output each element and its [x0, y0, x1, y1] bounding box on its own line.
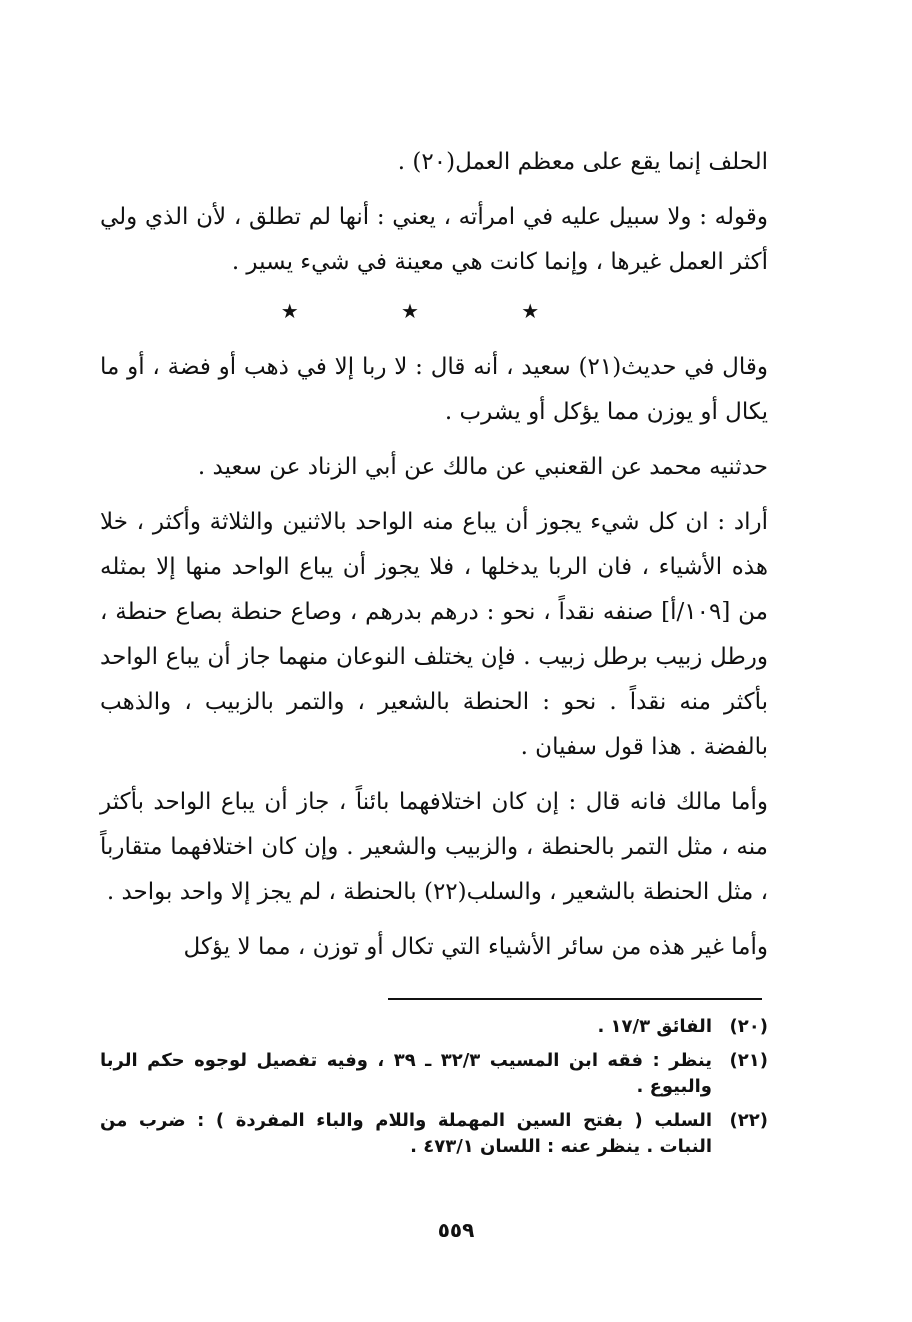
footnote-divider [388, 998, 762, 1000]
footnote-text: السلب ( بفتح السين المهملة واللام والباء المفردة ) : ضرب من النبات . ينظر عنه : اللسان ٤٧٣/١ . [100, 1110, 712, 1157]
paragraph-hadith: وقال في حديث(٢١) سعيد ، أنه قال : لا ربا إلا في ذهب أو فضة ، أو ما يكال أو يوزن مما يؤكل أو يشرب . [100, 354, 768, 425]
footnotes [100, 1014, 768, 1168]
footnote-number: (٢١) [729, 1050, 768, 1071]
paragraph-2: وقوله : ولا سبيل عليه في امرأته ، يعني : أنها لم تطلق ، لأن الذي ولي أكثر العمل غيرها ، وإنما كانت هي معينة في شيء يسير . [100, 204, 768, 275]
footnote-number: (٢٢) [729, 1110, 768, 1131]
page-number: ٥٥٩ [437, 1218, 475, 1242]
paragraph-malik: وأما مالك فانه قال : إن كان اختلافهما بائناً ، جاز أن يباع الواحد بأكثر منه ، مثل التمر بالحنطة ، والزبيب والشعير . وإن كان اختلافهما متقارباً ، مثل الحنطة بالشعير ، والسلب(٢٢) بالحنطة ، لم يجز إلا واحد بواحد . [100, 789, 768, 905]
paragraph-1: الحلف إنما يقع على معظم العمل(٢٠) . [397, 149, 768, 175]
paragraph-continuation: وأما غير هذه من سائر الأشياء التي تكال أو توزن ، مما لا يؤكل [183, 934, 768, 960]
footnote-text: الفائق ١٧/٣ . [597, 1016, 712, 1037]
paragraph-isnad: حدثنيه محمد عن القعنبي عن مالك عن أبي الزناد عن سعيد . [197, 454, 768, 480]
section-separator: ★ ★ ★ [280, 299, 588, 323]
footnote-22 [100, 1108, 768, 1160]
page-body [100, 140, 768, 980]
footnote-text: ينظر : فقه ابن المسيب ٣٢/٣ ـ ٣٩ ، وفيه تفصيل لوجوه حكم الربا والبيوع . [100, 1050, 712, 1097]
footnote-21 [100, 1048, 768, 1100]
footnote-20 [100, 1014, 768, 1040]
paragraph-explanation: أراد : ان كل شيء يجوز أن يباع منه الواحد بالاثنين والثلاثة وأكثر ، خلا هذه الأشياء ، فان الربا يدخلها ، فلا يجوز أن يباع الواحد منها إلا بمثله من [١٠٩/أ] صنفه نقداً ، نحو : درهم بدرهم ، وصاع حنطة بصاع حنطة ، ورطل زبيب برطل زبيب . فإن يختلف النوعان منهما جاز أن يباع الواحد بأكثر منه نقداً . نحو : الحنطة بالشعير ، والتمر بالزبيب ، والذهب بالفضة . هذا قول سفيان . [100, 509, 768, 760]
footnote-number: (٢٠) [729, 1016, 768, 1037]
